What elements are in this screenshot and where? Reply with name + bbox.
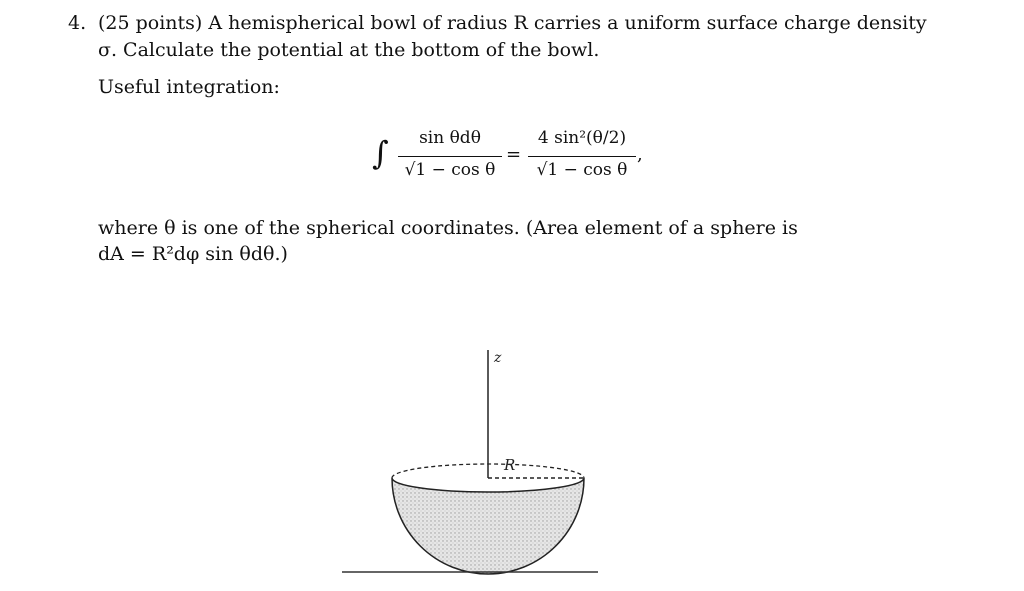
rhs-numerator: 4 sin²(θ/2)	[537, 128, 627, 148]
lhs-fraction-bar	[398, 156, 502, 157]
z-axis-label: z	[494, 350, 502, 366]
radius-label: R	[504, 456, 516, 474]
integral-sign: ∫	[372, 134, 389, 172]
note-line2: dA = R²dφ sin θdθ.)	[98, 243, 288, 265]
problem-statement-line1: (25 points) A hemispherical bowl of radius R carries a uniform surface charge density	[98, 12, 927, 34]
rhs-denominator: √1 − cos θ	[536, 160, 628, 180]
rhs-fraction-bar	[528, 156, 636, 157]
trailing-comma: ,	[637, 144, 643, 165]
lhs-denominator: √1 − cos θ	[404, 160, 496, 180]
note-line1: where θ is one of the spherical coordinates. (Area element of a sphere is	[98, 217, 798, 239]
bowl-surface	[392, 478, 584, 574]
equals-sign: =	[506, 144, 522, 165]
useful-integration-label: Useful integration:	[98, 76, 280, 98]
hemispherical-bowl-figure	[330, 340, 610, 585]
lhs-numerator: sin θdθ	[419, 128, 481, 148]
problem-number: 4.	[68, 12, 87, 34]
problem-statement-line2: σ. Calculate the potential at the bottom of the bowl.	[98, 39, 600, 61]
